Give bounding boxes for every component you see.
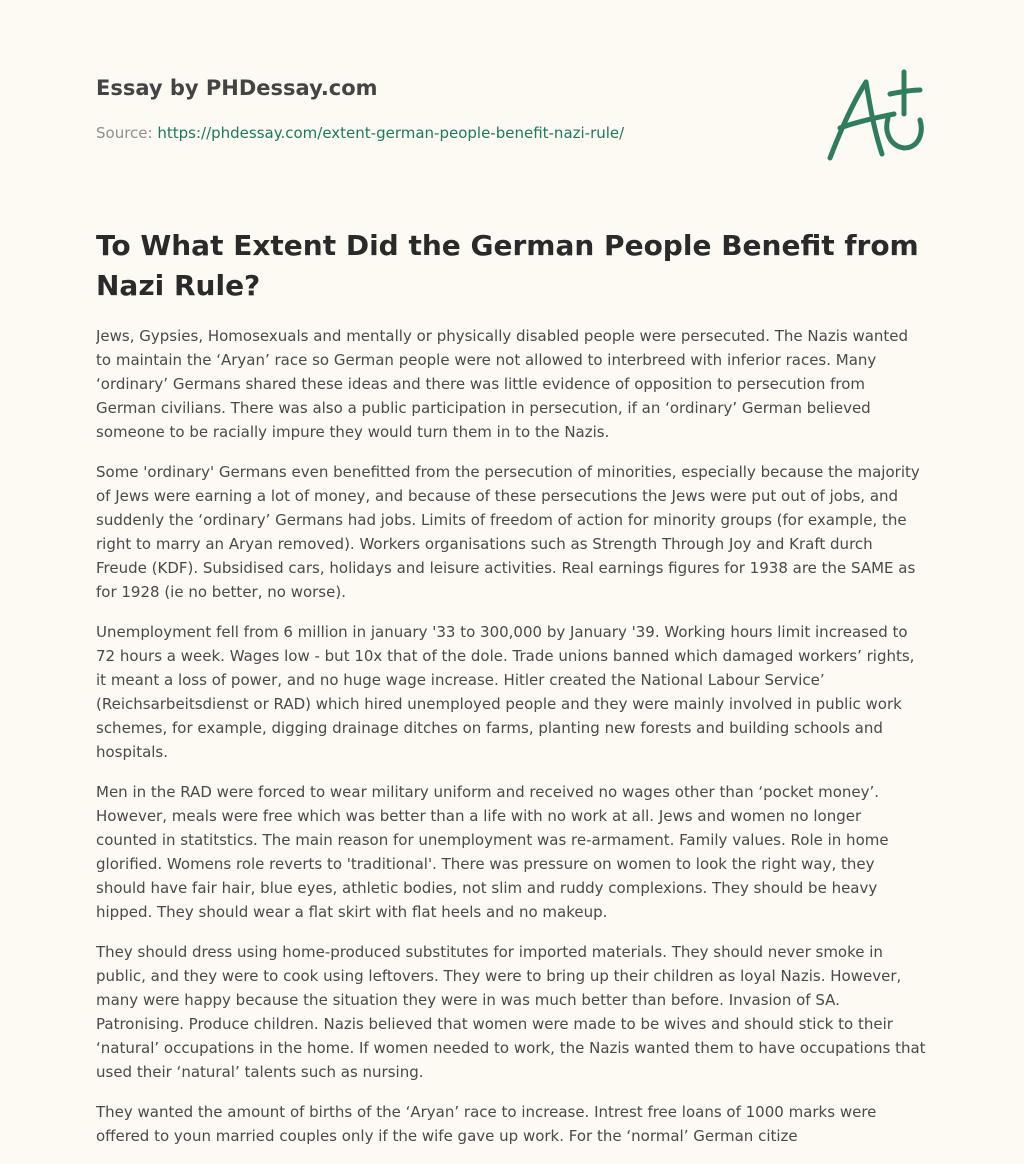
site-title: Essay by PHDessay.com [96, 76, 378, 100]
essay-paragraph: They wanted the amount of births of the ‘Aryan’ race to increase. Intrest free loans of 1000 marks were offered to youn married couples only if the wife gave up work. For the ‘normal’ German citize [96, 1103, 877, 1145]
source-label: Source: [96, 124, 153, 142]
essay-paragraph: They should dress using home-produced substitutes for imported materials. They should never smoke in public, and they were to cook using leftovers. They were to bring up their children as loyal Nazis. However, many were happy because the situation they were in was much better than before. Invasion of SA. Patronising. Produce children. Nazis believed that women were made to be wives and should stick to their ‘natural’ occupations in the home. If women needed to work, the Nazis wanted them to have occupations that used their ‘natural’ talents such as nursing. [96, 943, 926, 1081]
essay-paragraph: Men in the RAD were forced to wear military uniform and received no wages other than ‘pocket money’. However, meals were free which was better than a life with no work at all. Jews and women no longer counted in statitstics. The main reason for unemployment was re-armament. Family values. Role in home glorified. Womens role reverts to 'traditional'. There was pressure on women to look the right way, they should have fair hair, blue eyes, athletic bodies, not slim and ruddy complexions. They should be heavy hipped. They should wear a flat skirt with flat heels and no makeup. [96, 783, 889, 921]
source-link[interactable]: https://phdessay.com/extent-german-people-benefit-nazi-rule/ [157, 124, 625, 142]
essay-body [96, 324, 926, 1160]
a-plus-logo-icon [824, 66, 928, 166]
source-line [96, 124, 624, 142]
essay-paragraph: Unemployment fell from 6 million in january '33 to 300,000 by January '39. Working hours limit increased to 72 hours a week. Wages low - but 10x that of the dole. Trade unions banned which damaged workers’ rights, it meant a loss of power, and no huge wage increase. Hitler created the National Labour Service’ (Reichsarbeitsdienst or RAD) which hired unemployed people and they were mainly involved in public work schemes, for example, digging drainage ditches on farms, planting new forests and building schools and hospitals. [96, 623, 915, 761]
essay-title: To What Extent Did the German People Benefit from Nazi Rule? [96, 229, 919, 302]
essay-paragraph: Some 'ordinary' Germans even benefitted from the persecution of minorities, especially because the majority of Jews were earning a lot of money, and because of these persecutions the Jews were put out of jobs, and suddenly the ‘ordinary’ Germans had jobs. Limits of freedom of action for minority groups (for example, the right to marry an Aryan removed). Workers organisations such as Strength Through Joy and Kraft durch Freude (KDF). Subsidised cars, holidays and leisure activities. Real earnings figures for 1938 are the SAME as for 1928 (ie no better, no worse). [96, 463, 920, 601]
page [96, 0, 936, 1164]
essay-paragraph: Jews, Gypsies, Homosexuals and mentally or physically disabled people were persecuted. The Nazis wanted to maintain the ‘Aryan’ race so German people were not allowed to interbreed with inferior races. Many ‘ordinary’ Germans shared these ideas and there was little evidence of opposition to persecution from German civilians. There was also a public participation in persecution, if an ‘ordinary’ German believed someone to be racially impure they would turn them in to the Nazis. [96, 327, 909, 441]
